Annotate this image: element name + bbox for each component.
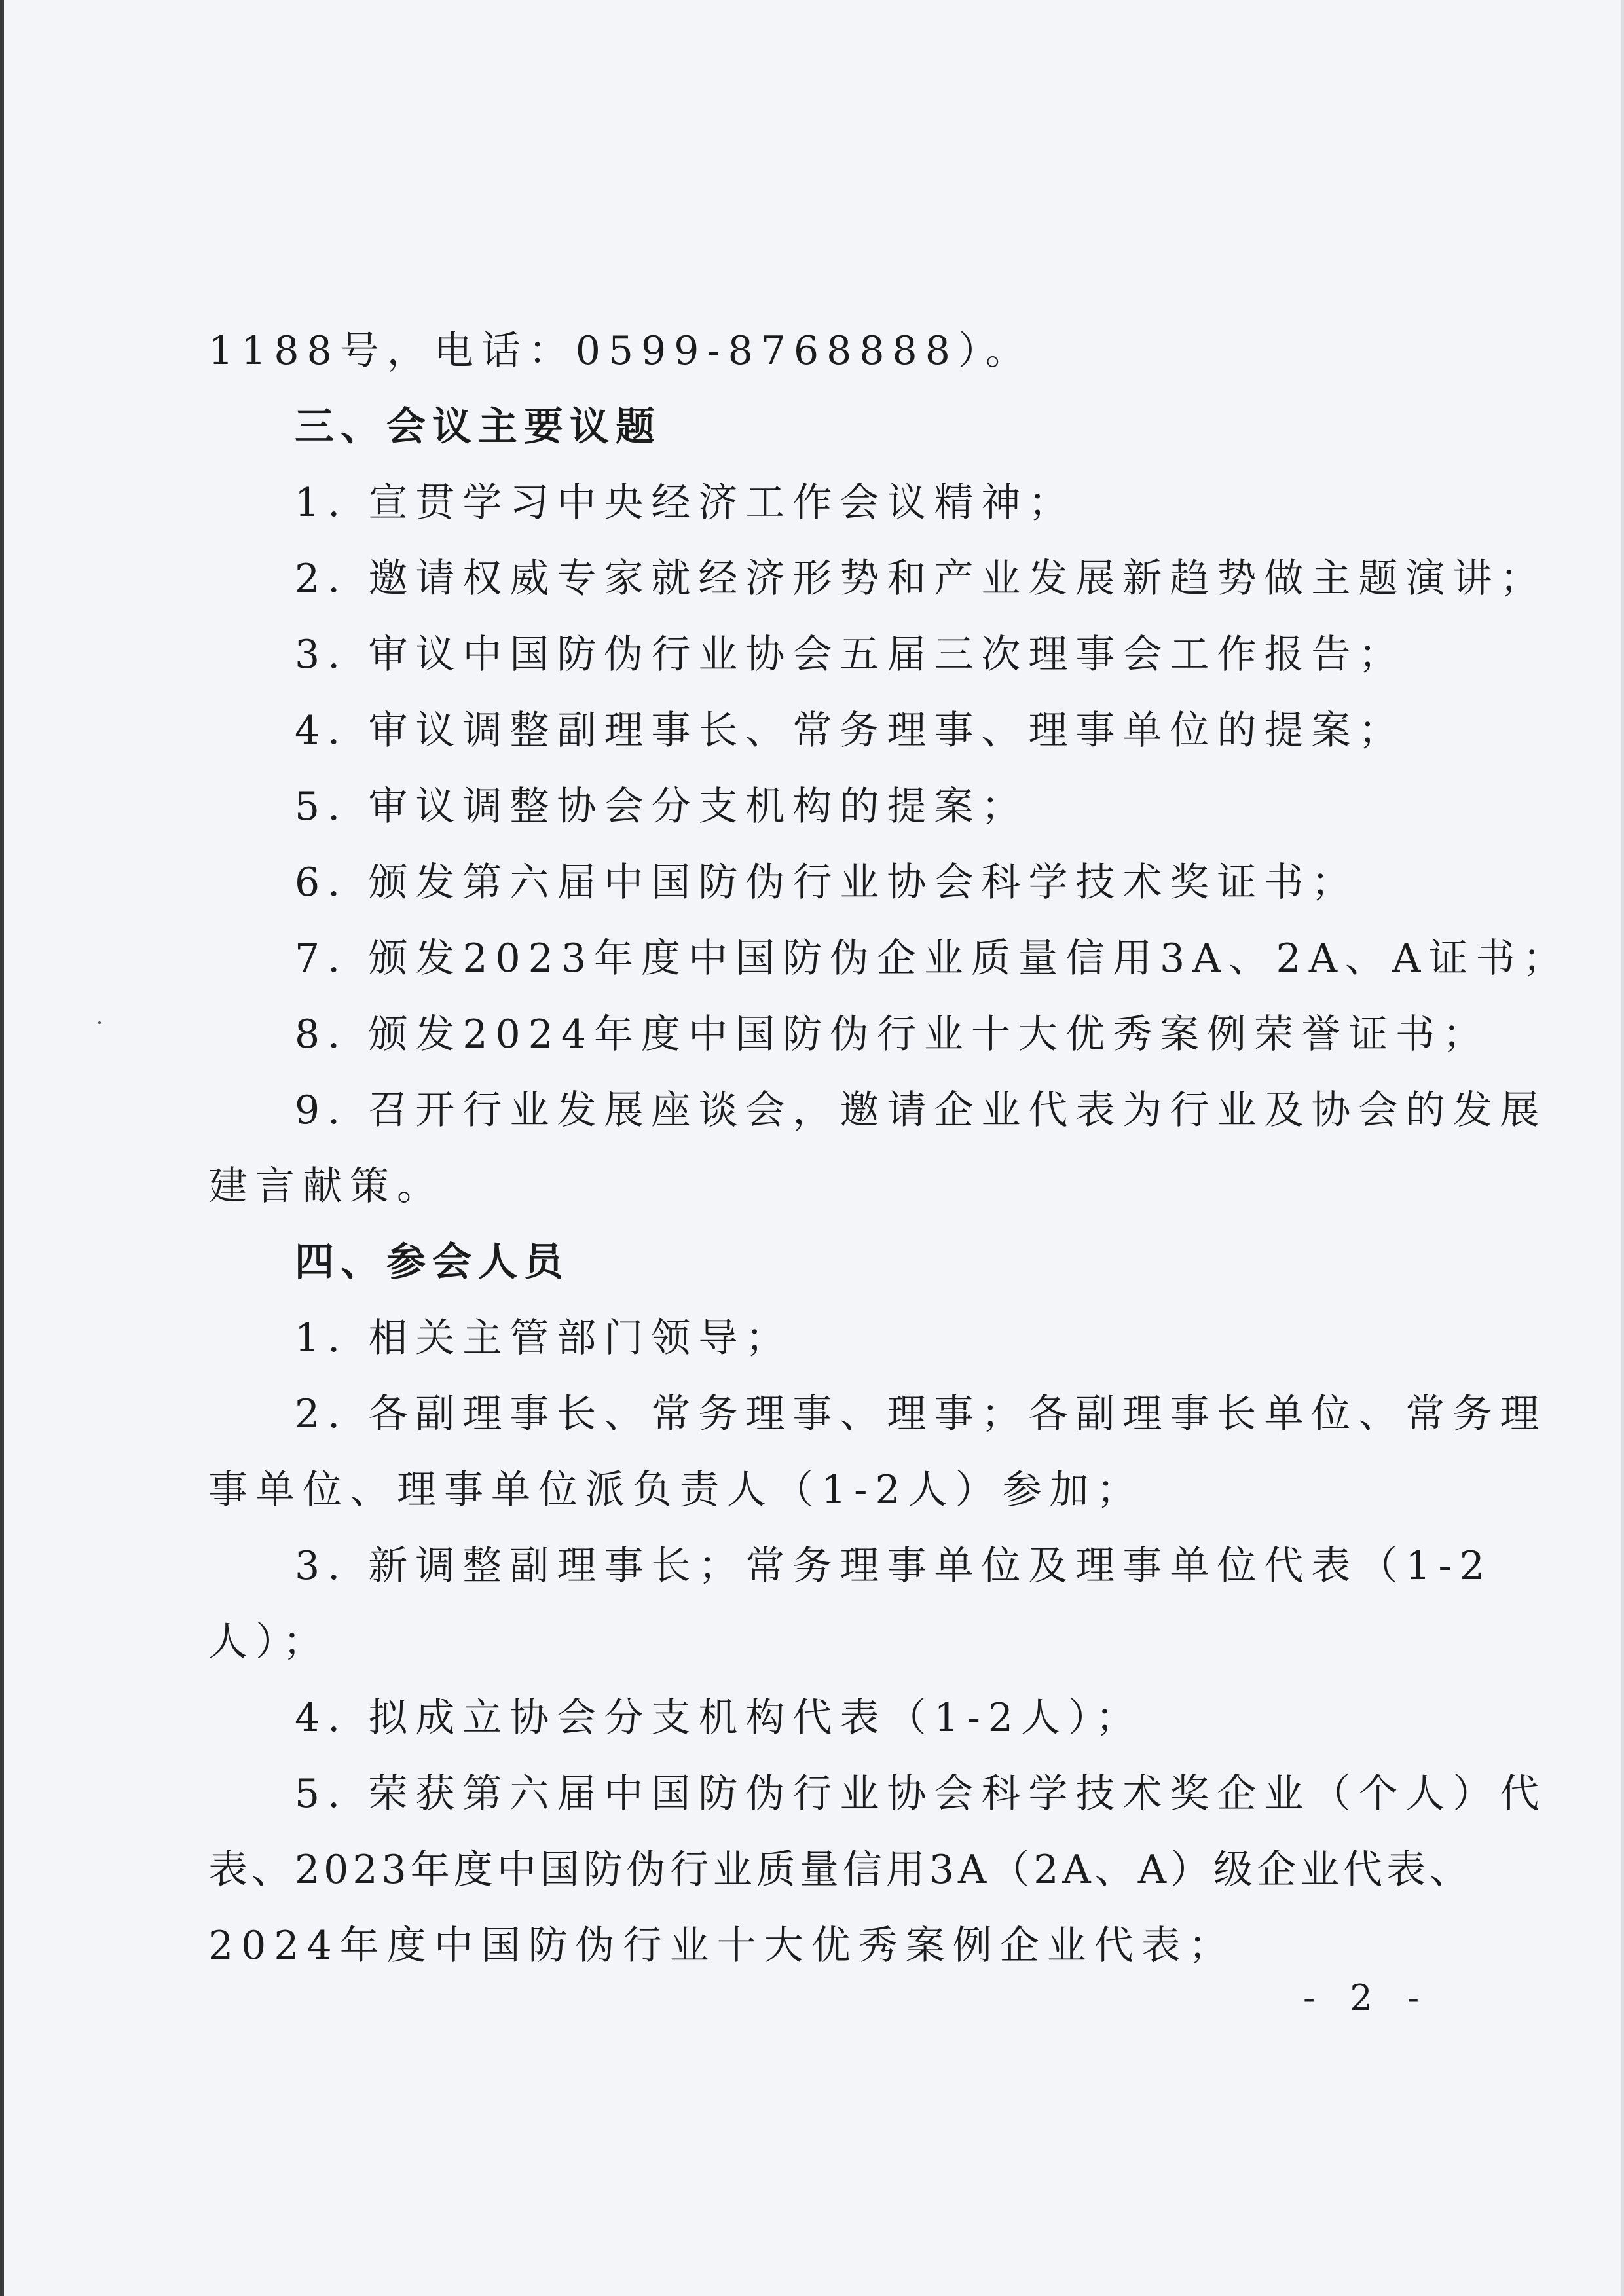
attendee-item-5-continuation-2: 2024年度中国防伪行业十大优秀案例企业代表； xyxy=(208,1923,1236,1969)
attendee-item-4: 4. 拟成立协会分支机构代表（1-2人）； xyxy=(295,1695,1143,1741)
agenda-item-9-continuation: 建言献策。 xyxy=(208,1163,444,1209)
body-text xyxy=(208,313,1570,1984)
scan-edge-right xyxy=(1621,0,1624,2296)
agenda-item-8: 8. 颁发2024年度中国防伪行业十大优秀案例荣誉证书； xyxy=(295,1011,1490,1057)
agenda-item-4: 4. 审议调整副理事长、常务理事、理事单位的提案； xyxy=(295,708,1406,754)
attendee-item-3: 3. 新调整副理事长；常务理事单位及理事单位代表（1-2 xyxy=(295,1543,1492,1589)
agenda-item-1: 1. 宣贯学习中央经济工作会议精神； xyxy=(295,480,1076,526)
attendee-item-5-continuation: 表、2023年度中国防伪行业质量信用3A（2A、A）级企业代表、 xyxy=(208,1847,1473,1893)
agenda-item-6: 6. 颁发第六届中国防伪行业协会科学技术奖证书； xyxy=(295,860,1359,905)
scan-speck xyxy=(98,1021,101,1024)
agenda-item-7: 7. 颁发2023年度中国防伪企业质量信用3A、2A、A证书； xyxy=(295,936,1570,981)
section-heading-agenda: 三、会议主要议题 xyxy=(295,404,661,450)
agenda-item-2: 2. 邀请权威专家就经济形势和产业发展新趋势做主题演讲； xyxy=(295,556,1547,602)
page-number: - 2 - xyxy=(1303,1977,1431,2018)
attendee-item-2: 2. 各副理事长、常务理事、理事；各副理事长单位、常务理 xyxy=(295,1391,1547,1437)
agenda-item-9: 9. 召开行业发展座谈会，邀请企业代表为行业及协会的发展 xyxy=(295,1087,1547,1133)
agenda-item-5: 5. 审议调整协会分支机构的提案； xyxy=(295,784,1029,829)
attendee-item-3-continuation: 人）； xyxy=(208,1619,330,1665)
attendee-item-1: 1. 相关主管部门领导； xyxy=(295,1315,793,1361)
attendee-item-5: 5. 荣获第六届中国防伪行业协会科学技术奖企业（个人）代 xyxy=(295,1771,1547,1817)
scan-edge-left xyxy=(0,0,4,2296)
attendee-item-2-continuation: 事单位、理事单位派负责人（1-2人）参加； xyxy=(208,1467,1144,1513)
address-phone-line: 1188号，电话：0599-8768888）。 xyxy=(208,328,1033,374)
section-heading-attendees: 四、参会人员 xyxy=(295,1239,570,1285)
agenda-item-3: 3. 审议中国防伪行业协会五届三次理事会工作报告； xyxy=(295,632,1406,678)
